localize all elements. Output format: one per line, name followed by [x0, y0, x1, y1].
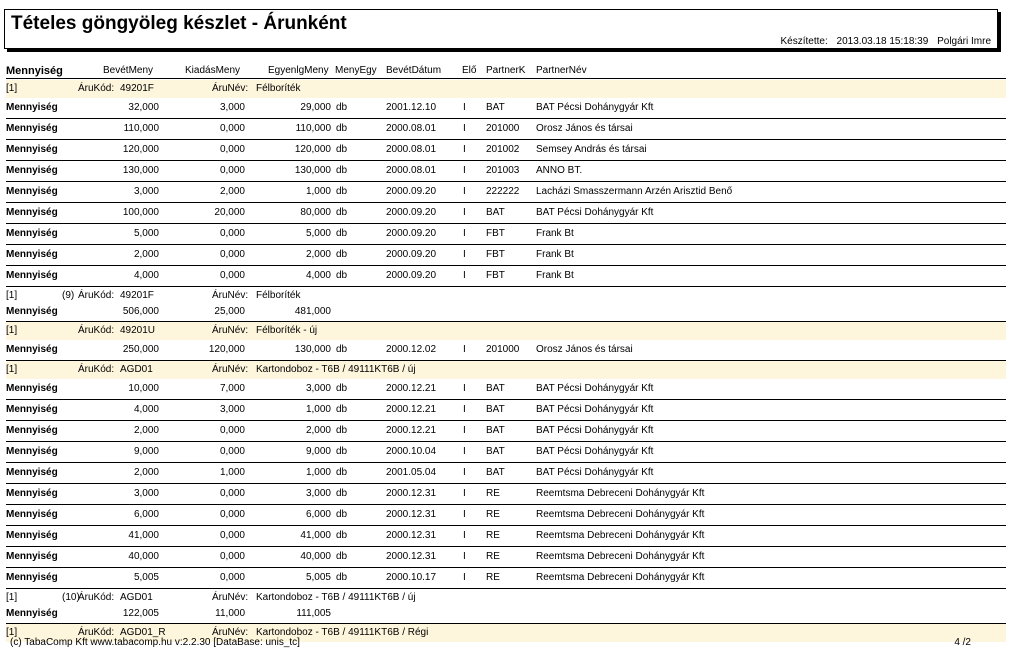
balance-quantity: 5,000	[305, 228, 331, 239]
receipt-date: 2000.12.21	[386, 425, 437, 436]
group-marker: [1]	[6, 83, 18, 94]
balance-quantity: 2,000	[305, 425, 331, 436]
unit: db	[336, 165, 348, 176]
balance-quantity: 1,000	[305, 186, 331, 197]
balance-quantity: 6,000	[305, 509, 331, 520]
receipt-date: 2000.08.01	[386, 165, 437, 176]
balance-quantity: 80,000	[300, 207, 331, 218]
out-quantity: 120,000	[208, 344, 245, 355]
balance-quantity: 29,000	[300, 102, 331, 113]
live-flag: I	[463, 249, 466, 260]
balance-quantity: 2,000	[305, 249, 331, 260]
unit: db	[336, 383, 348, 394]
receipt-date: 2000.12.21	[386, 383, 437, 394]
receipt-date: 2000.12.02	[386, 344, 437, 355]
out-quantity: 7,000	[219, 383, 245, 394]
row-label: Mennyiség	[6, 446, 58, 457]
table-row	[6, 421, 1006, 442]
item-name-label: ÁruNév:	[212, 364, 249, 375]
unit: db	[336, 572, 348, 583]
balance-quantity: 40,000	[300, 551, 331, 562]
unit: db	[336, 509, 348, 520]
report-meta	[775, 36, 991, 47]
item-code-label: ÁruKód:	[78, 290, 115, 301]
partner-code: 201000	[486, 123, 520, 134]
partner-name: Frank Bt	[536, 249, 574, 260]
receipt-date: 2000.12.21	[386, 404, 437, 415]
group-marker: [1]	[6, 290, 18, 301]
table-row	[6, 266, 1006, 287]
in-quantity: 41,000	[128, 530, 159, 541]
receipt-date: 2000.10.04	[386, 446, 437, 457]
in-quantity: 110,000	[123, 123, 159, 134]
table-row	[6, 245, 1006, 266]
item-name: Félboríték - új	[256, 325, 318, 336]
receipt-date: 2000.12.31	[386, 530, 437, 541]
item-code: 49201F	[120, 290, 154, 301]
receipt-date: 2000.09.20	[386, 207, 437, 218]
receipt-date: 2000.09.20	[386, 249, 437, 260]
report-body	[6, 80, 1006, 642]
partner-code: RE	[486, 551, 500, 562]
row-label: Mennyiség	[6, 509, 58, 520]
live-flag: I	[463, 123, 466, 134]
table-row	[6, 526, 1006, 547]
partner-code: RE	[486, 509, 500, 520]
item-code: 49201F	[120, 83, 154, 94]
balance-quantity: 110,000	[295, 123, 331, 134]
out-quantity: 0,000	[219, 228, 245, 239]
partner-name: BAT Pécsi Dohánygyár Kft	[536, 446, 654, 457]
row-label: Mennyiség	[6, 270, 58, 281]
live-flag: I	[463, 207, 466, 218]
unit: db	[336, 467, 348, 478]
unit: db	[336, 144, 348, 155]
live-flag: I	[463, 228, 466, 239]
col-header-partnernev: PartnerNév	[536, 65, 587, 76]
partner-name: BAT Pécsi Dohánygyár Kft	[536, 102, 654, 113]
out-total: 25,000	[214, 306, 245, 317]
balance-quantity: 120,000	[294, 144, 331, 155]
live-flag: I	[463, 165, 466, 176]
live-flag: I	[463, 488, 466, 499]
live-flag: I	[463, 344, 466, 355]
row-label: Mennyiség	[6, 102, 58, 113]
balance-quantity: 130,000	[294, 344, 331, 355]
item-code-label: ÁruKód:	[78, 83, 115, 94]
footer-copyright: (c) TabaComp Kft www.tabacomp.hu v:2.2.30 [DataBase: unis_tc]	[10, 637, 300, 648]
item-code: AGD01_R	[120, 627, 166, 638]
out-total: 11,000	[215, 608, 245, 619]
partner-name: Semsey András és társai	[536, 144, 647, 155]
out-quantity: 0,000	[219, 488, 245, 499]
live-flag: I	[463, 509, 466, 520]
balance-quantity: 130,000	[294, 165, 331, 176]
balance-quantity: 5,005	[305, 572, 331, 583]
item-code: 49201U	[120, 325, 156, 336]
in-quantity: 40,000	[128, 551, 159, 562]
out-quantity: 0,000	[219, 551, 245, 562]
col-header-elo: Élő	[462, 65, 477, 76]
row-label: Mennyiség	[6, 383, 58, 394]
partner-code: BAT	[486, 102, 505, 113]
unit: db	[336, 228, 348, 239]
table-row	[6, 182, 1006, 203]
in-quantity: 130,000	[122, 165, 159, 176]
table-row	[6, 224, 1006, 245]
report-title: Tételes göngyöleg készlet - Árunként	[11, 13, 347, 34]
receipt-date: 2001.05.04	[386, 467, 437, 478]
live-flag: I	[463, 467, 466, 478]
out-quantity: 0,000	[219, 249, 245, 260]
row-label: Mennyiség	[6, 467, 58, 478]
col-header-menyegy: MenyEgy	[335, 65, 377, 76]
item-name: Félboríték	[256, 290, 301, 301]
partner-name: Lacházi Smasszermann Arzén Arisztid Benő	[536, 186, 733, 197]
out-quantity: 1,000	[219, 467, 245, 478]
item-code-label: ÁruKód:	[78, 364, 115, 375]
live-flag: I	[463, 270, 466, 281]
out-quantity: 0,000	[219, 165, 245, 176]
group-count: (10)	[62, 592, 80, 603]
in-quantity: 2,000	[133, 467, 159, 478]
partner-name: Frank Bt	[536, 228, 574, 239]
report-header	[4, 9, 998, 49]
in-quantity: 32,000	[128, 102, 159, 113]
balance-quantity: 4,000	[305, 270, 331, 281]
group-header-row	[6, 322, 1006, 340]
in-total: 122,005	[122, 608, 159, 619]
balance-total: 111,005	[296, 608, 331, 619]
col-header-egyenlgmeny: EgyenlgMeny	[268, 65, 329, 76]
unit: db	[336, 530, 348, 541]
out-quantity: 0,000	[219, 509, 245, 520]
balance-quantity: 1,000	[305, 467, 331, 478]
col-header-kiadasmeny: KiadásMeny	[185, 65, 241, 76]
group-marker: [1]	[6, 325, 18, 336]
in-quantity: 3,000	[133, 186, 159, 197]
report-datetime: 2013.03.18 15:18:39	[836, 36, 929, 47]
row-label: Mennyiség	[6, 488, 58, 499]
partner-name: Orosz János és társai	[536, 344, 633, 355]
table-row	[6, 505, 1006, 526]
partner-code: BAT	[486, 467, 505, 478]
table-row	[6, 379, 1006, 400]
item-name: Kartondoboz - T6B / 49111KT6B / Régi	[256, 627, 429, 638]
receipt-date: 2000.12.31	[386, 488, 437, 499]
table-row	[6, 463, 1006, 484]
row-label: Mennyiség	[6, 228, 58, 239]
partner-code: 201002	[486, 144, 520, 155]
partner-name: BAT Pécsi Dohánygyár Kft	[536, 425, 654, 436]
table-row	[6, 547, 1006, 568]
partner-code: BAT	[486, 383, 505, 394]
in-quantity: 5,005	[133, 572, 159, 583]
partner-code: 222222	[486, 186, 520, 197]
table-row	[6, 340, 1006, 361]
partner-name: Reemtsma Debreceni Dohánygyár Kft	[536, 509, 705, 520]
unit: db	[336, 186, 348, 197]
partner-code: BAT	[486, 425, 505, 436]
receipt-date: 2000.12.31	[386, 551, 437, 562]
partner-code: FBT	[486, 228, 505, 239]
group-header-row	[6, 361, 1006, 379]
group-summary-row	[6, 589, 1006, 624]
live-flag: I	[463, 572, 466, 583]
partner-code: 201000	[486, 344, 520, 355]
unit: db	[336, 102, 348, 113]
row-label: Mennyiség	[6, 404, 58, 415]
unit: db	[336, 249, 348, 260]
receipt-date: 2000.09.20	[386, 186, 437, 197]
out-quantity: 0,000	[219, 572, 245, 583]
unit: db	[336, 446, 348, 457]
row-label: Mennyiség	[6, 123, 58, 134]
group-summary-row	[6, 287, 1006, 322]
out-quantity: 3,000	[219, 404, 245, 415]
in-total: 506,000	[122, 306, 159, 317]
receipt-date: 2000.09.20	[386, 270, 437, 281]
group-header-row	[6, 80, 1006, 98]
group-marker: [1]	[6, 627, 18, 638]
live-flag: I	[463, 425, 466, 436]
row-label: Mennyiség	[6, 249, 58, 260]
balance-quantity: 3,000	[305, 488, 331, 499]
row-label: Mennyiség	[6, 306, 58, 317]
live-flag: I	[463, 102, 466, 113]
balance-quantity: 9,000	[305, 446, 331, 457]
item-code-label: ÁruKód:	[78, 592, 115, 603]
table-row	[6, 203, 1006, 224]
out-quantity: 0,000	[219, 446, 245, 457]
live-flag: I	[463, 144, 466, 155]
table-row	[6, 568, 1006, 589]
partner-name: Reemtsma Debreceni Dohánygyár Kft	[536, 572, 705, 583]
live-flag: I	[463, 404, 466, 415]
receipt-date: 2000.08.01	[386, 144, 437, 155]
partner-code: FBT	[486, 270, 505, 281]
balance-quantity: 41,000	[300, 530, 331, 541]
balance-quantity: 3,000	[305, 383, 331, 394]
balance-total: 481,000	[294, 306, 331, 317]
item-code: AGD01	[120, 592, 153, 603]
row-label: Mennyiség	[6, 425, 58, 436]
partner-code: BAT	[486, 446, 505, 457]
live-flag: I	[463, 446, 466, 457]
row-label: Mennyiség	[6, 207, 58, 218]
partner-name: Reemtsma Debreceni Dohánygyár Kft	[536, 488, 705, 499]
item-name: Kartondoboz - T6B / 49111KT6B / új	[256, 364, 416, 375]
item-name-label: ÁruNév:	[212, 83, 249, 94]
item-code-label: ÁruKód:	[78, 325, 115, 336]
group-marker: [1]	[6, 364, 18, 375]
table-row	[6, 98, 1006, 119]
row-label: Mennyiség	[6, 572, 58, 583]
receipt-date: 2000.09.20	[386, 228, 437, 239]
group-marker: [1]	[6, 592, 18, 603]
partner-name: Reemtsma Debreceni Dohánygyár Kft	[536, 530, 705, 541]
unit: db	[336, 404, 348, 415]
partner-name: BAT Pécsi Dohánygyár Kft	[536, 404, 654, 415]
row-label: Mennyiség	[6, 144, 58, 155]
in-quantity: 120,000	[122, 144, 159, 155]
item-name-label: ÁruNév:	[212, 325, 249, 336]
out-quantity: 0,000	[219, 270, 245, 281]
in-quantity: 9,000	[133, 446, 159, 457]
live-flag: I	[463, 551, 466, 562]
out-quantity: 0,000	[219, 425, 245, 436]
unit: db	[336, 207, 348, 218]
table-row	[6, 400, 1006, 421]
live-flag: I	[463, 186, 466, 197]
item-name-label: ÁruNév:	[212, 592, 249, 603]
table-row	[6, 161, 1006, 182]
row-label: Mennyiség	[6, 165, 58, 176]
out-quantity: 0,000	[219, 123, 245, 134]
balance-quantity: 1,000	[305, 404, 331, 415]
live-flag: I	[463, 530, 466, 541]
table-row	[6, 119, 1006, 140]
page-number: 4 /2	[954, 637, 971, 648]
item-code-label: ÁruKód:	[78, 627, 115, 638]
row-label: Mennyiség	[6, 186, 58, 197]
partner-name: ANNO BT.	[536, 165, 583, 176]
unit: db	[336, 488, 348, 499]
table-row	[6, 442, 1006, 463]
receipt-date: 2000.12.31	[386, 509, 437, 520]
out-quantity: 0,000	[219, 530, 245, 541]
row-label: Mennyiség	[6, 530, 58, 541]
in-quantity: 250,000	[122, 344, 159, 355]
item-name: Félboríték	[256, 83, 301, 94]
row-label: Mennyiség	[6, 608, 58, 619]
receipt-date: 2000.08.01	[386, 123, 437, 134]
receipt-date: 2000.10.17	[386, 572, 437, 583]
in-quantity: 10,000	[128, 383, 159, 394]
partner-name: Reemtsma Debreceni Dohánygyár Kft	[536, 551, 705, 562]
in-quantity: 4,000	[133, 404, 159, 415]
partner-code: 201003	[486, 165, 520, 176]
table-row	[6, 484, 1006, 505]
in-quantity: 3,000	[133, 488, 159, 499]
partner-name: BAT Pécsi Dohánygyár Kft	[536, 207, 654, 218]
partner-name: BAT Pécsi Dohánygyár Kft	[536, 467, 654, 478]
item-name: Kartondoboz - T6B / 49111KT6B / új	[256, 592, 416, 603]
item-name-label: ÁruNév:	[212, 290, 249, 301]
partner-code: FBT	[486, 249, 505, 260]
out-quantity: 2,000	[219, 186, 245, 197]
item-name-label: ÁruNév:	[212, 627, 249, 638]
in-quantity: 5,000	[133, 228, 159, 239]
table-row	[6, 140, 1006, 161]
unit: db	[336, 270, 348, 281]
item-code: AGD01	[120, 364, 153, 375]
partner-code: BAT	[486, 404, 505, 415]
partner-code: RE	[486, 530, 500, 541]
group-count: (9)	[62, 290, 75, 301]
partner-code: RE	[486, 488, 500, 499]
made-by-label: Készítette:	[780, 36, 828, 47]
unit: db	[336, 425, 348, 436]
column-header-row	[6, 62, 1006, 79]
in-quantity: 2,000	[133, 249, 159, 260]
partner-name: BAT Pécsi Dohánygyár Kft	[536, 383, 654, 394]
live-flag: I	[463, 383, 466, 394]
out-quantity: 3,000	[219, 102, 245, 113]
col-header-mennyiseg: Mennyiség	[6, 65, 63, 77]
report-user: Polgári Imre	[937, 36, 991, 47]
unit: db	[336, 344, 348, 355]
partner-name: Orosz János és társai	[536, 123, 633, 134]
partner-name: Frank Bt	[536, 270, 574, 281]
receipt-date: 2001.12.10	[386, 102, 437, 113]
in-quantity: 2,000	[133, 425, 159, 436]
unit: db	[336, 551, 348, 562]
out-quantity: 20,000	[214, 207, 245, 218]
in-quantity: 4,000	[133, 270, 159, 281]
col-header-bevetmeny: BevétMeny	[103, 65, 154, 76]
col-header-bevetdatum: BevétDátum	[386, 65, 442, 76]
row-label: Mennyiség	[6, 344, 58, 355]
row-label: Mennyiség	[6, 551, 58, 562]
out-quantity: 0,000	[219, 144, 245, 155]
partner-code: RE	[486, 572, 500, 583]
in-quantity: 6,000	[133, 509, 159, 520]
in-quantity: 100,000	[122, 207, 159, 218]
unit: db	[336, 123, 348, 134]
partner-code: BAT	[486, 207, 505, 218]
col-header-partnerk: PartnerK	[486, 65, 526, 76]
